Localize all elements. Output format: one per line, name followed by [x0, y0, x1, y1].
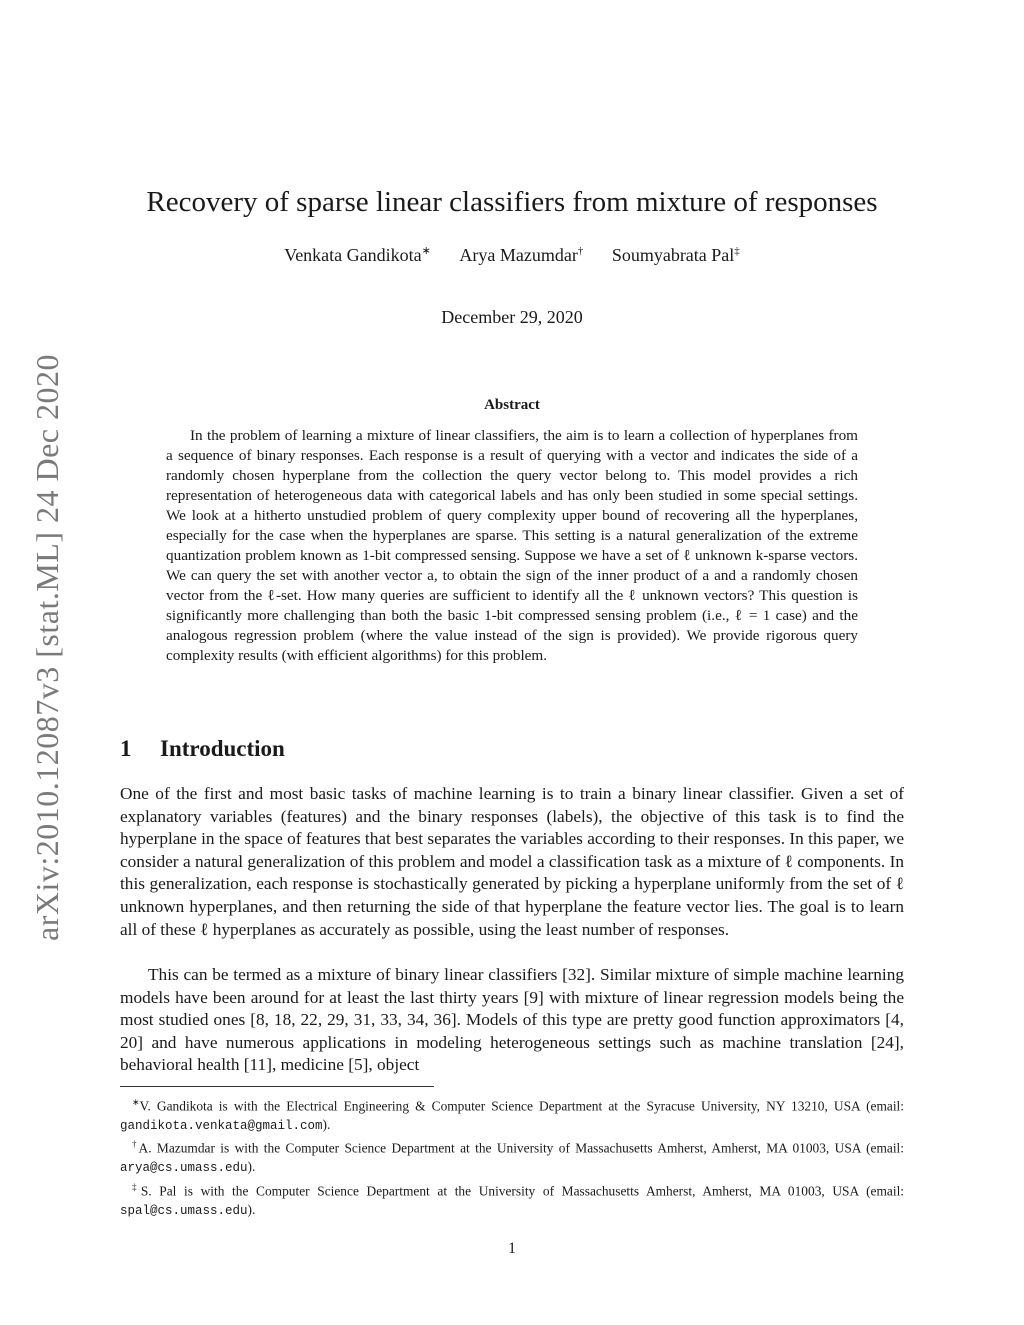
footnote: [120, 1093, 904, 1135]
section-number: 1: [120, 736, 132, 761]
footnote-end: ).: [247, 1159, 256, 1175]
body-paragraph: One of the first and most basic tasks of machine learning is to train a binary linear classifier. Given a set of explanatory variables (features) and the binary responses (labels), the objective of this task is to find the hyperplane in the space of features that best separates the variables according to their responses. In this paper, we consider a natural generalization of this problem and model a classification task as a mixture of ℓ components. In this generalization, each response is stochastically generated by picking a hyperplane uniformly from the set of ℓ unknown hyperplanes, and then returning the side of that hyperplane the feature vector lies. The goal is to learn all of these ℓ hyperplanes as accurately as possible, using the least number of responses.: [120, 784, 904, 939]
footnote-email[interactable]: gandikota.venkata@gmail.com: [120, 1118, 323, 1133]
footnote-divider: [120, 1086, 434, 1087]
author-mark: †: [577, 245, 584, 257]
section-heading: [120, 736, 285, 762]
author-name: Venkata Gandikota: [284, 245, 422, 265]
author-name: Arya Mazumdar: [459, 245, 578, 265]
footnote-text: A. Mazumdar is with the Computer Science Department at the University of Massachusetts Amherst, Amherst, MA 01003, USA (email:: [138, 1140, 904, 1156]
paper-title: Recovery of sparse linear classifiers from mixture of responses: [146, 186, 878, 218]
footnote-text: V. Gandikota is with the Electrical Engineering & Computer Science Department at the Syracuse University, NY 13210, USA (email:: [139, 1098, 904, 1114]
arxiv-stamp-text: arXiv:2010.12087v3 [stat.ML] 24 Dec 2020: [28, 353, 65, 941]
author: [612, 245, 740, 265]
page-number: 1: [508, 1240, 516, 1257]
footnote-email[interactable]: spal@cs.umass.edu: [120, 1203, 248, 1218]
footnote-mark: ∗: [132, 1097, 140, 1107]
author: [284, 245, 431, 265]
abstract-heading: Abstract: [484, 397, 540, 413]
author-mark: ∗: [421, 245, 431, 257]
footnote-email[interactable]: arya@cs.umass.edu: [120, 1161, 248, 1176]
footnote: [120, 1135, 904, 1177]
footnotes: [120, 1093, 904, 1220]
footnote-end: ).: [322, 1116, 331, 1132]
abstract-text: In the problem of learning a mixture of linear classifiers, the aim is to learn a collection of hyperplanes from a sequence of binary responses. Each response is a result of querying with a vector and indicates the side of a randomly chosen hyperplane from the collection the query vector belong to. This model provides a rich representation of heterogeneous data with categorical labels and has only been studied in some special settings. We look at a hitherto unstudied problem of query complexity upper bound of recovering all the hyperplanes, especially for the case when the hyperplanes are sparse. This setting is a natural generalization of the extreme quantization problem known as 1-bit compressed sensing. Suppose we have a set of ℓ unknown k-sparse vectors. We can query the set with another vector a, to obtain the sign of the inner product of a and a randomly chosen vector from the ℓ-set. How many queries are sufficient to identify all the ℓ unknown vectors? This question is significantly more challenging than both the basic 1-bit compressed sensing problem (i.e., ℓ = 1 case) and the analogous regression problem (where the value instead of the sign is provided). We provide rigorous query complexity results (with efficient algorithms) for this problem.: [166, 427, 858, 664]
section-title: Introduction: [160, 736, 285, 761]
footnote-text: S. Pal is with the Computer Science Department at the University of Massachusetts Amherst, Amherst, MA 01003, USA (email:: [140, 1183, 905, 1199]
arxiv-stamp: [30, 342, 64, 952]
paper-date: December 29, 2020: [441, 307, 583, 327]
footnote: [120, 1178, 904, 1220]
footnote-mark: †: [132, 1139, 139, 1150]
footnote-end: ).: [247, 1201, 256, 1217]
author-mark: ‡: [734, 245, 740, 257]
body-paragraph: This can be termed as a mixture of binary linear classifiers [32]. Similar mixture of simple machine learning models have been around for at least the last thirty years [9] with mixture of linear regression models being the most studied ones [8, 18, 22, 29, 31, 33, 34, 36]. Models of this type are pretty good function approximators [4, 20] and have numerous applications in modeling heterogeneous settings such as machine translation [24], behavioral health [11], medicine [5], object: [120, 965, 904, 1075]
footnote-mark: ‡: [132, 1181, 141, 1192]
author: [459, 245, 583, 265]
author-list: [120, 244, 904, 266]
author-name: Soumyabrata Pal: [611, 245, 735, 265]
